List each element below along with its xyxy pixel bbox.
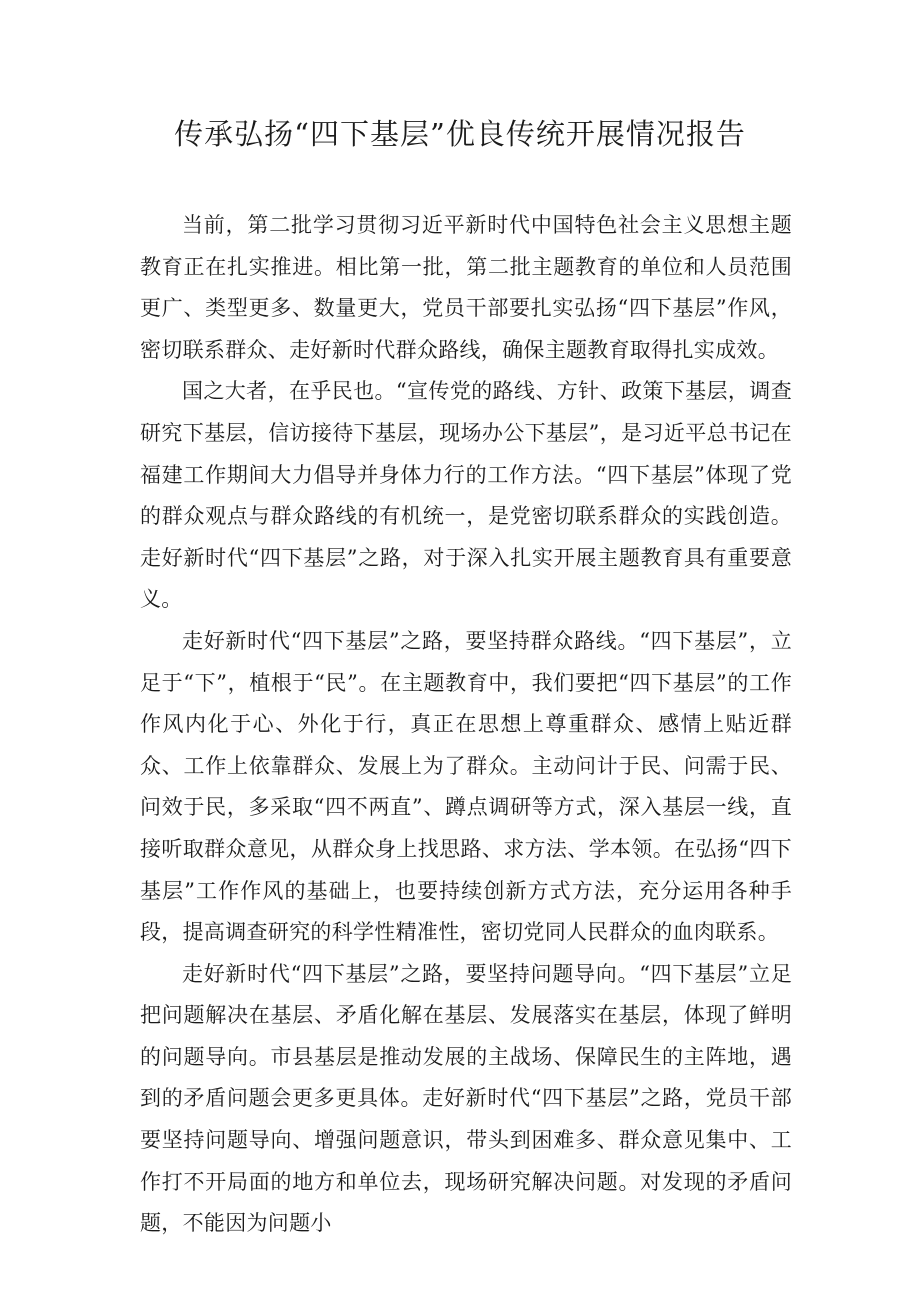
paragraph: 走好新时代“四下基层”之路，要坚持群众路线。“四下基层”，立足于“下”，植根于“民”。在主题教育中，我们要把“四下基层”的工作作风内化于心、外化于行，真正在思想上尊重群众、感情上贴近群众、工作上依靠群众、发展上为了群众。主动问计于民、问需于民、问效于民，多采取“四不两直”、蹲点调研等方式，深入基层一线，直接听取群众意见，从群众身上找思路、求方法、学本领。在弘扬“四下基层”工作作风的基础上，也要持续创新方式方法，充分运用各种手段，提高调查研究的科学性精准性，密切党同人民群众的血肉联系。 [140, 628, 792, 945]
paragraph: 走好新时代“四下基层”之路，要坚持问题导向。“四下基层”立足把问题解决在基层、矛盾化解在基层、发展落实在基层，体现了鲜明的问题导向。市县基层是推动发展的主战场、保障民生的主阵地，遇到的矛盾问题会更多更具体。走好新时代“四下基层”之路，党员干部要坚持问题导向、增强问题意识，带头到困难多、群众意见集中、工作打不开局面的地方和单位去，现场研究解决问题。对发现的矛盾问题，不能因为问题小 [140, 961, 792, 1236]
paragraph: 当前，第二批学习贯彻习近平新时代中国特色社会主义思想主题教育正在扎实推进。相比第一批，第二批主题教育的单位和人员范围更广、类型更多、数量更大，党员干部要扎实弘扬“四下基层”作风，密切联系群众、走好新时代群众路线，确保主题教育取得扎实成效。 [140, 213, 792, 362]
paragraph: 国之大者，在乎民也。“宣传党的路线、方针、政策下基层，调查研究下基层，信访接待下基层，现场办公下基层”，是习近平总书记在福建工作期间大力倡导并身体力行的工作方法。“四下基层”体现了党的群众观点与群众路线的有机统一，是党密切联系群众的实践创造。走好新时代“四下基层”之路，对于深入扎实开展主题教育具有重要意义。 [140, 379, 792, 612]
document-body [140, 205, 792, 1245]
document-title: 传承弘扬“四下基层”优良传统开展情况报告 [174, 117, 746, 151]
